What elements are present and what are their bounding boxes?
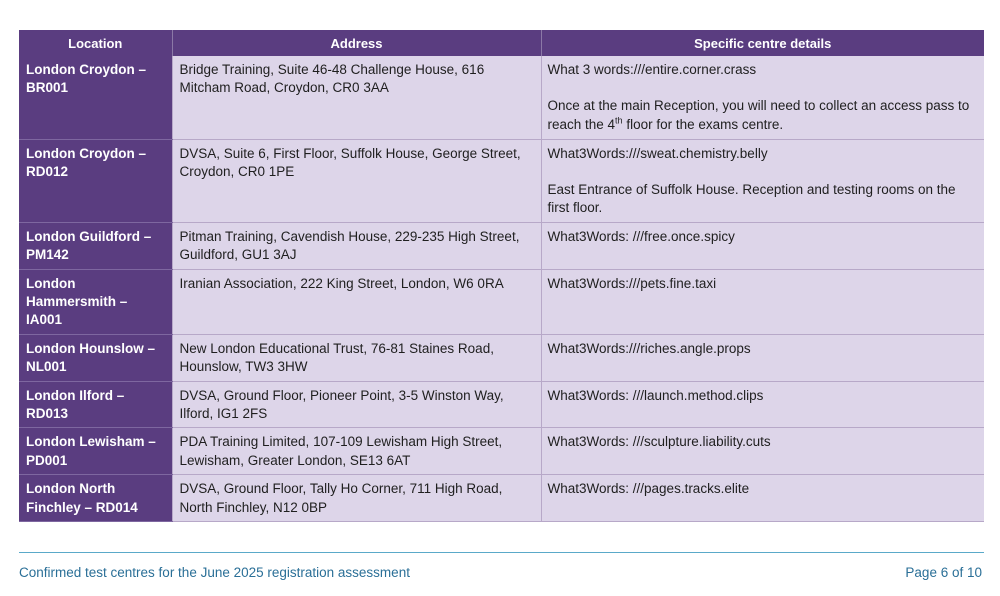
header-address: Address bbox=[172, 30, 541, 56]
header-details: Specific centre details bbox=[541, 30, 984, 56]
address-cell bbox=[172, 334, 541, 381]
details-cell bbox=[541, 428, 984, 475]
location-line: London Guildford – bbox=[26, 228, 152, 244]
footer-page-number: Page 6 of 10 bbox=[905, 565, 982, 580]
details-note-text: Once at the main Reception, you will need to collect an access pass to reach the 4 bbox=[547, 98, 970, 132]
what3words-text: What3Words:///riches.angle.props bbox=[547, 340, 751, 356]
location-line: London Ilford – bbox=[26, 387, 125, 403]
address-line: Iranian Association, 222 King Street, London, W6 0RA bbox=[179, 275, 504, 291]
location-line: Finchley – RD014 bbox=[26, 499, 138, 515]
table-row bbox=[19, 334, 984, 381]
location-line: RD012 bbox=[26, 163, 69, 179]
location-cell bbox=[19, 222, 172, 269]
details-cell bbox=[541, 139, 984, 222]
superscript: th bbox=[615, 115, 623, 126]
test-centres-table bbox=[19, 30, 984, 522]
location-cell bbox=[19, 139, 172, 222]
address-cell bbox=[172, 475, 541, 522]
location-line: RD013 bbox=[26, 405, 69, 421]
address-cell bbox=[172, 56, 541, 139]
details-cell bbox=[541, 334, 984, 381]
address-line: DVSA, Suite 6, First Floor, Suffolk House, George Street, bbox=[179, 145, 521, 161]
location-line: London Hounslow – bbox=[26, 340, 155, 356]
address-cell bbox=[172, 381, 541, 428]
address-cell bbox=[172, 269, 541, 334]
location-cell bbox=[19, 269, 172, 334]
location-line: London North bbox=[26, 481, 116, 497]
table-row bbox=[19, 222, 984, 269]
address-line: PDA Training Limited, 107-109 Lewisham High Street, bbox=[179, 434, 503, 450]
location-line: NL001 bbox=[26, 359, 67, 375]
what3words-text: What3Words: ///free.once.spicy bbox=[547, 228, 735, 244]
what3words-text: What3Words:///pets.fine.taxi bbox=[547, 275, 717, 291]
table-header-row bbox=[19, 30, 984, 56]
table-row bbox=[19, 428, 984, 475]
details-note: East Entrance of Suffolk House. Reception and testing rooms on the first floor. bbox=[547, 181, 956, 216]
address-line: Hounslow, TW3 3HW bbox=[179, 359, 308, 375]
address-line: DVSA, Ground Floor, Tally Ho Corner, 711 High Road, bbox=[179, 481, 503, 497]
location-line: PD001 bbox=[26, 452, 68, 468]
address-line: Mitcham Road, Croydon, CR0 3AA bbox=[179, 80, 389, 96]
table-row bbox=[19, 475, 984, 522]
location-line: Hammersmith – bbox=[26, 293, 128, 309]
what3words-text: What3Words: ///pages.tracks.elite bbox=[547, 481, 750, 497]
header-location: Location bbox=[19, 30, 172, 56]
table-row bbox=[19, 139, 984, 222]
table-row bbox=[19, 56, 984, 139]
test-centres-table-wrapper bbox=[19, 30, 984, 522]
address-cell bbox=[172, 139, 541, 222]
location-line: PM142 bbox=[26, 247, 69, 263]
table-row bbox=[19, 269, 984, 334]
address-line: Ilford, IG1 2FS bbox=[179, 405, 268, 421]
details-cell bbox=[541, 269, 984, 334]
address-line: Pitman Training, Cavendish House, 229-235 High Street, bbox=[179, 228, 520, 244]
location-line: BR001 bbox=[26, 80, 69, 96]
address-line: New London Educational Trust, 76-81 Staines Road, bbox=[179, 340, 494, 356]
address-line: Guildford, GU1 3AJ bbox=[179, 247, 297, 263]
details-cell bbox=[541, 222, 984, 269]
what3words-text: What 3 words:///entire.corner.crass bbox=[547, 62, 757, 77]
table-row bbox=[19, 381, 984, 428]
location-cell bbox=[19, 56, 172, 139]
address-line: Croydon, CR0 1PE bbox=[179, 163, 295, 179]
address-cell bbox=[172, 428, 541, 475]
details-cell bbox=[541, 475, 984, 522]
location-line: London Lewisham – bbox=[26, 434, 156, 450]
details-note bbox=[548, 97, 979, 134]
location-line: London Croydon – bbox=[26, 145, 146, 161]
location-cell bbox=[19, 334, 172, 381]
footer-divider bbox=[19, 552, 984, 553]
address-line: Bridge Training, Suite 46-48 Challenge House, 616 bbox=[179, 62, 485, 77]
location-cell bbox=[19, 381, 172, 428]
footer-document-title: Confirmed test centres for the June 2025 registration assessment bbox=[19, 565, 410, 580]
address-line: North Finchley, N12 0BP bbox=[179, 499, 328, 515]
what3words-text: What3Words: ///sculpture.liability.cuts bbox=[547, 434, 771, 450]
details-cell bbox=[541, 381, 984, 428]
location-cell bbox=[19, 428, 172, 475]
what3words-text: What3Words: ///launch.method.clips bbox=[547, 387, 764, 403]
location-line: London bbox=[26, 275, 76, 291]
what3words-text: What3Words:///sweat.chemistry.belly bbox=[547, 145, 768, 161]
details-cell bbox=[541, 56, 984, 139]
location-line: London Croydon – bbox=[26, 62, 146, 77]
address-line: Lewisham, Greater London, SE13 6AT bbox=[179, 452, 411, 468]
location-cell bbox=[19, 475, 172, 522]
location-line: IA001 bbox=[26, 312, 63, 328]
address-line: DVSA, Ground Floor, Pioneer Point, 3-5 Winston Way, bbox=[179, 387, 504, 403]
details-note-text: floor for the exams centre. bbox=[622, 116, 784, 132]
address-cell bbox=[172, 222, 541, 269]
